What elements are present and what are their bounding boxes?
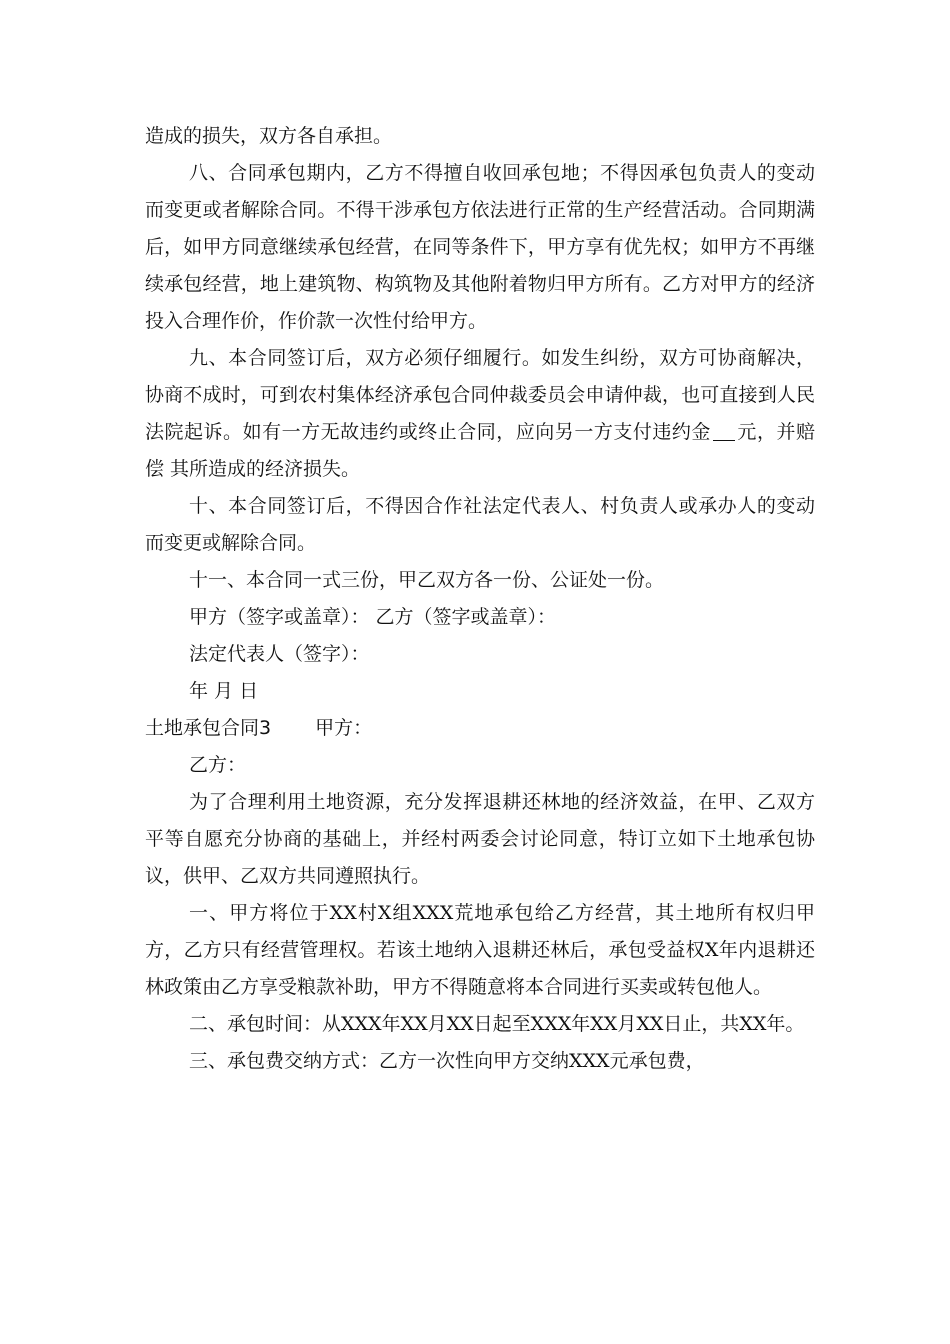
paragraph-clause-9 bbox=[145, 340, 815, 488]
signature-legal-rep: 法定代表人（签字）： bbox=[189, 643, 370, 665]
signature-date: 年 月 日 bbox=[189, 680, 259, 702]
paragraph-article-2: 二、承包时间：从XXX年XX月XX日起至XXX年XX月XX日止，共XX年。 bbox=[189, 1013, 805, 1035]
party-b-label: 乙方： bbox=[189, 754, 247, 776]
clause-9-tail: 元，并赔偿 其所造成的经济损失。 bbox=[145, 421, 815, 480]
document-body bbox=[145, 118, 815, 1080]
party-a-label: 甲方： bbox=[315, 717, 373, 739]
paragraph-clause-10: 十、本合同签订后，不得因合作社法定代表人、村负责人或承办人的变动而变更或解除合同。 bbox=[145, 495, 815, 554]
paragraph-article-1: 一、甲方将位于XX村X组XXX荒地承包给乙方经营，其土地所有权归甲方，乙方只有经营管理权。若该土地纳入退耕还林后，承包受益权X年内退耕还林政策由乙方享受粮款补助，甲方不得随意将本合同进行买卖或转包他人。 bbox=[145, 902, 815, 998]
paragraph-article-3: 三、承包费交纳方式：乙方一次性向甲方交纳XXX元承包费， bbox=[189, 1050, 705, 1072]
paragraph-clause-11: 十一、本合同一式三份，甲乙双方各一份、公证处一份。 bbox=[189, 569, 665, 591]
signature-parties: 甲方（签字或盖章）： 乙方（签字或盖章）： bbox=[189, 606, 557, 628]
penalty-blank bbox=[713, 421, 735, 441]
paragraph-loss: 造成的损失，双方各自承担。 bbox=[145, 125, 393, 147]
paragraph-clause-8: 八、合同承包期内，乙方不得擅自收回承包地；不得因承包负责人的变动而变更或者解除合同。不得干涉承包方依法进行正常的生产经营活动。合同期满后，如甲方同意继续承包经营，在同等条件下，甲方享有优先权；如甲方不再继续承包经营，地上建筑物、构筑物及其他附着物归甲方所有。乙方对甲方的经济投入合理作价，作价款一次性付给甲方。 bbox=[145, 162, 815, 332]
contract-title: 土地承包合同3 bbox=[145, 717, 272, 739]
paragraph-preamble: 为了合理利用土地资源，充分发挥退耕还林地的经济效益，在甲、乙双方平等自愿充分协商的基础上，并经村两委会讨论同意，特订立如下土地承包协议，供甲、乙双方共同遵照执行。 bbox=[145, 791, 815, 887]
clause-9-text: 九、本合同签订后，双方必须仔细履行。如发生纠纷，双方可协商解决，协商不成时，可到农村集体经济承包合同仲裁委员会申请仲裁，也可直接到人民法院起诉。如有一方无故违约或终止合同，应向另一方支付违约金 bbox=[145, 347, 815, 443]
contract-3-heading bbox=[145, 710, 815, 747]
